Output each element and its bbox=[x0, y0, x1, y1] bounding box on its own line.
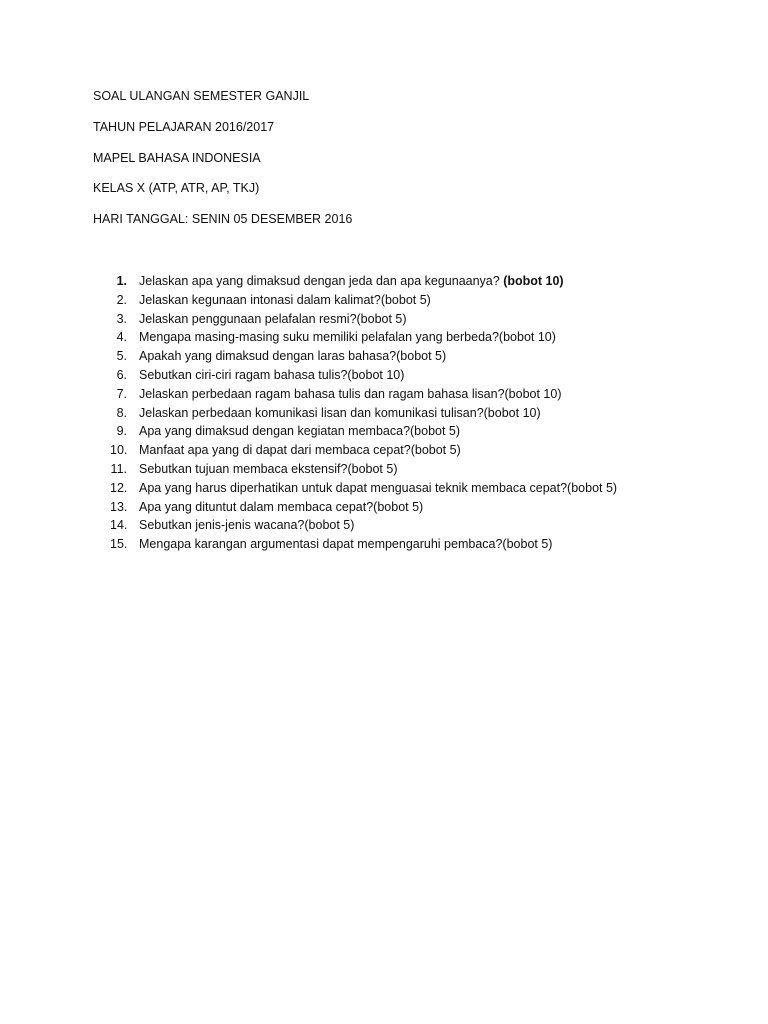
question-number: 7. bbox=[116, 386, 127, 401]
question-text: Jelaskan kegunaan intonasi dalam kalimat?(bobot 5) bbox=[139, 292, 431, 307]
list-item bbox=[110, 498, 730, 517]
list-item bbox=[110, 460, 730, 479]
question-weight: (bobot 10) bbox=[503, 274, 564, 288]
list-item bbox=[110, 272, 730, 291]
subject: MAPEL BAHASA INDONESIA bbox=[93, 150, 261, 165]
question-number: 4. bbox=[116, 330, 127, 345]
question-number: 15. bbox=[110, 537, 128, 552]
question-number: 12. bbox=[110, 480, 128, 495]
list-item bbox=[110, 385, 730, 404]
question-number: 1. bbox=[116, 274, 127, 288]
list-item bbox=[110, 422, 730, 441]
question-number: 6. bbox=[116, 367, 127, 382]
list-item bbox=[110, 535, 730, 554]
question-text: Apa yang dimaksud dengan kegiatan membaca?(bobot 5) bbox=[139, 424, 461, 439]
academic-year: TAHUN PELAJARAN 2016/2017 bbox=[93, 119, 275, 134]
question-number: 3. bbox=[116, 311, 127, 326]
list-item bbox=[110, 328, 730, 347]
question-number: 2. bbox=[116, 292, 127, 307]
list-item bbox=[110, 366, 730, 385]
exam-date: HARI TANGGAL: SENIN 05 DESEMBER 2016 bbox=[93, 212, 353, 227]
question-text: Apakah yang dimaksud dengan laras bahasa?(bobot 5) bbox=[139, 349, 447, 364]
list-item bbox=[110, 291, 730, 310]
question-number: 9. bbox=[116, 424, 127, 439]
list-item bbox=[110, 347, 730, 366]
exam-title: SOAL ULANGAN SEMESTER GANJIL bbox=[93, 89, 310, 103]
question-text: Jelaskan perbedaan ragam bahasa tulis dan ragam bahasa lisan?(bobot 10) bbox=[139, 386, 562, 401]
question-text: Mengapa karangan argumentasi dapat mempengaruhi pembaca?(bobot 5) bbox=[139, 537, 553, 552]
list-item bbox=[110, 516, 730, 535]
list-item bbox=[110, 441, 730, 460]
question-text: Sebutkan ciri-ciri ragam bahasa tulis?(bobot 10) bbox=[139, 367, 405, 382]
question-text: Apa yang dituntut dalam membaca cepat?(bobot 5) bbox=[139, 499, 424, 514]
list-item bbox=[110, 310, 730, 329]
question-number: 5. bbox=[116, 349, 127, 364]
question-text: Jelaskan perbedaan komunikasi lisan dan komunikasi tulisan?(bobot 10) bbox=[139, 405, 541, 420]
question-number: 13. bbox=[110, 499, 128, 514]
question-text: Manfaat apa yang di dapat dari membaca cepat?(bobot 5) bbox=[139, 443, 461, 458]
question-text: Sebutkan tujuan membaca ekstensif?(bobot 5) bbox=[139, 461, 398, 476]
question-text: Mengapa masing-masing suku memiliki pelafalan yang berbeda?(bobot 10) bbox=[139, 330, 556, 345]
question-text: Sebutkan jenis-jenis wacana?(bobot 5) bbox=[139, 518, 355, 533]
class-info: KELAS X (ATP, ATR, AP, TKJ) bbox=[93, 181, 260, 196]
question-number: 10. bbox=[110, 443, 128, 458]
question-list bbox=[110, 272, 730, 554]
exam-header bbox=[93, 88, 693, 242]
question-text: Apa yang harus diperhatikan untuk dapat menguasai teknik membaca cepat?(bobot 5) bbox=[139, 480, 618, 495]
question-text: Jelaskan penggunaan pelafalan resmi?(bobot 5) bbox=[139, 311, 407, 326]
question-number: 11. bbox=[110, 461, 127, 476]
list-item bbox=[110, 479, 730, 498]
question-text: Jelaskan apa yang dimaksud dengan jeda dan apa kegunaanya? (bobot 10) bbox=[139, 274, 564, 288]
question-number: 14. bbox=[110, 518, 128, 533]
question-number: 8. bbox=[116, 405, 127, 420]
list-item bbox=[110, 404, 730, 423]
